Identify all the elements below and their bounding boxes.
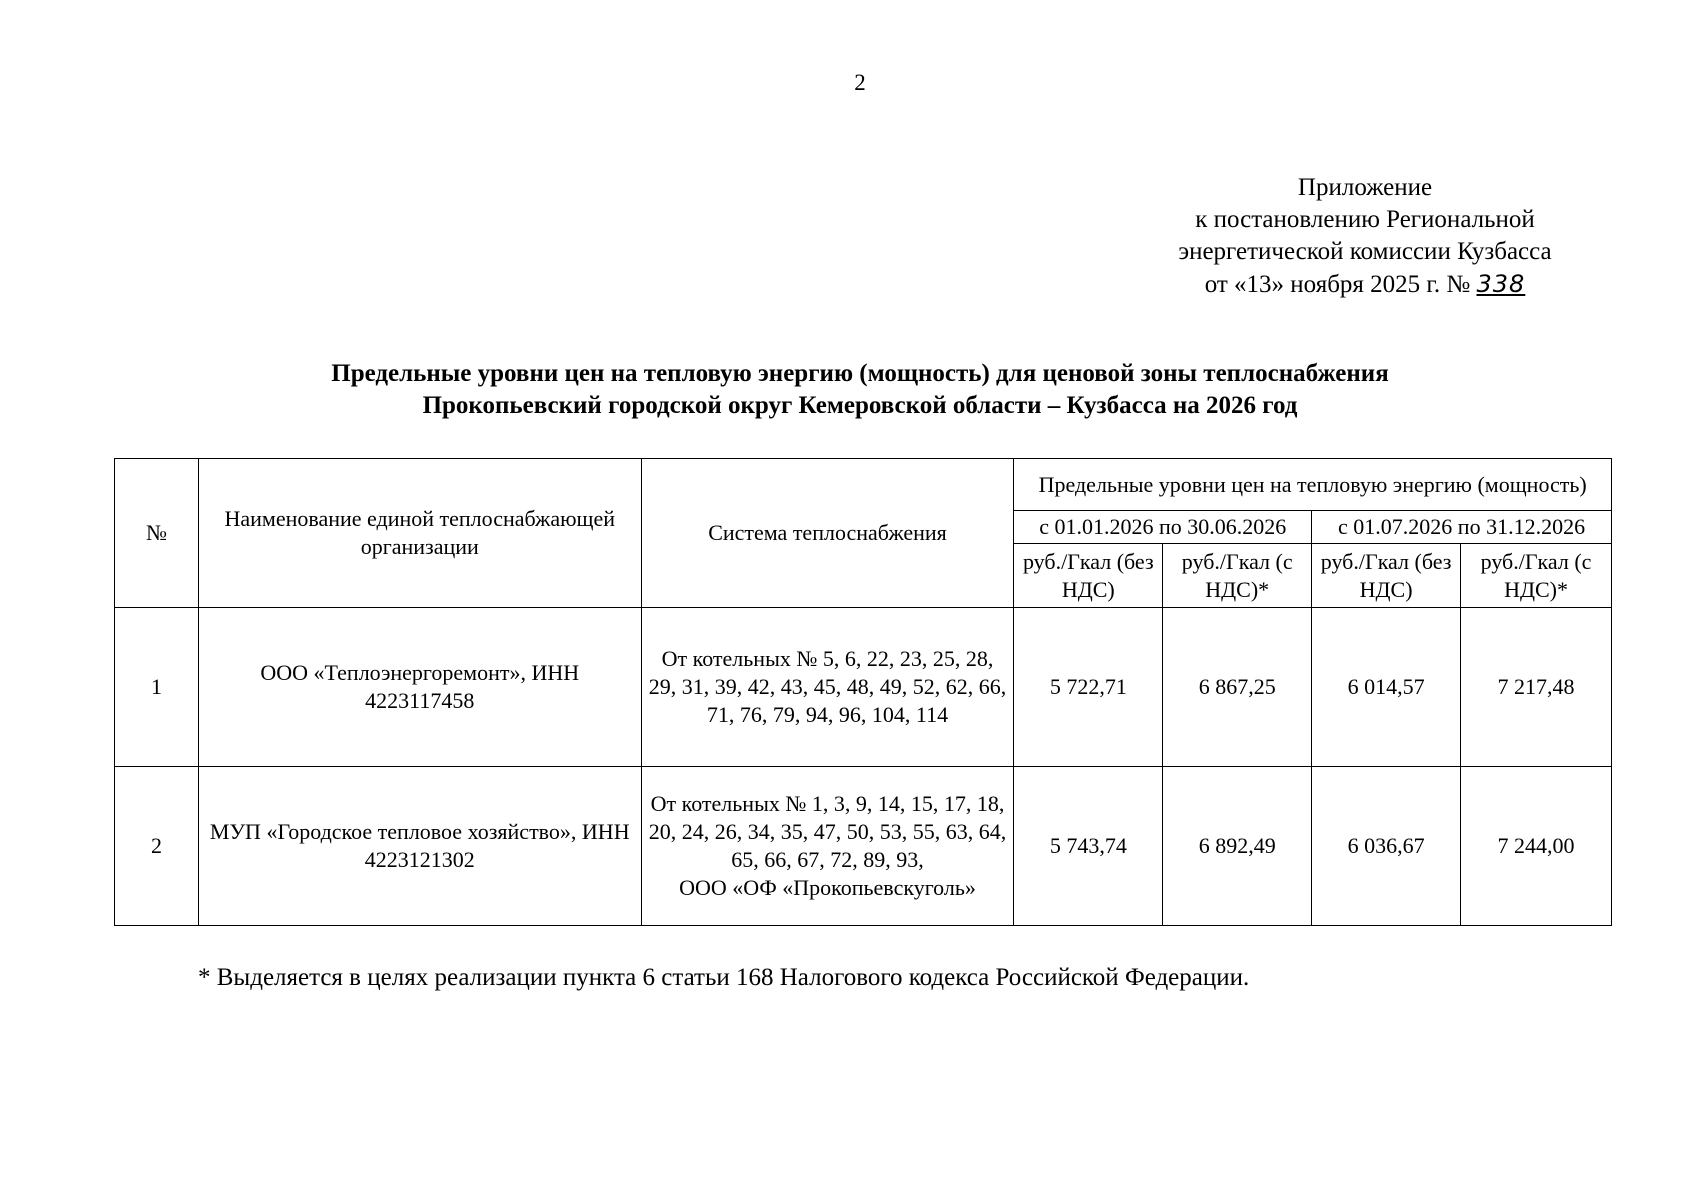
row-org: ООО «Теплоэнергоремонт», ИНН 4223117458 [198, 608, 641, 767]
appendix-line-4 [1150, 268, 1580, 301]
row-system-boilers: От котельных № 1, 3, 9, 14, 15, 17, 18, 20, 24, 26, 34, 35, 47, 50, 53, 55, 63, 64, 65, 66, 67, 72, 89, 93, [648, 791, 1007, 872]
header-unit-p2-no-vat: руб./Гкал (без НДС) [1312, 544, 1461, 608]
appendix-block [1150, 172, 1580, 301]
header-period-2: с 01.07.2026 по 31.12.2026 [1312, 511, 1612, 544]
row-p1-no-vat: 5 722,71 [1014, 608, 1163, 767]
header-unit-p1-vat: руб./Гкал (с НДС)* [1163, 544, 1312, 608]
row-num: 2 [115, 767, 199, 926]
row-p2-vat: 7 244,00 [1461, 767, 1612, 926]
row-p1-no-vat: 5 743,74 [1014, 767, 1163, 926]
appendix-line-2: к постановлению Региональной [1195, 206, 1535, 233]
row-p2-no-vat: 6 014,57 [1312, 608, 1461, 767]
row-num: 1 [115, 608, 199, 767]
appendix-line-3: энергетической комиссии Кузбасса [1178, 238, 1552, 265]
footnote: * Выделяется в целях реализации пункта 6 статьи 168 Налогового кодекса Российской Федерации. [198, 964, 1250, 991]
title-line-2: Прокопьевский городской округ Кемеровской области – Кузбасса на 2026 год [422, 392, 1298, 419]
row-system-extra: ООО «ОФ «Прокопьевскуголь» [679, 875, 976, 900]
header-price-levels: Предельные уровни цен на тепловую энергию (мощность) [1014, 459, 1612, 511]
price-table [114, 458, 1612, 926]
row-system: От котельных № 5, 6, 22, 23, 25, 28, 29, 31, 39, 42, 43, 45, 48, 49, 52, 62, 66, 71, 76, 79, 94, 96, 104, 114 [641, 608, 1014, 767]
title-line-1: Предельные уровни цен на тепловую энергию (мощность) для ценовой зоны теплоснабжения [331, 360, 1389, 387]
document-title [0, 358, 1695, 422]
header-row-1 [115, 459, 1612, 511]
row-p2-vat: 7 217,48 [1461, 608, 1612, 767]
header-period-1: с 01.01.2026 по 30.06.2026 [1014, 511, 1312, 544]
row-p1-vat: 6 892,49 [1163, 767, 1312, 926]
header-system: Система теплоснабжения [641, 459, 1014, 608]
table-row [115, 608, 1612, 767]
appendix-date: от «13» ноября 2025 г. № [1204, 271, 1471, 298]
row-system [641, 767, 1014, 926]
row-p2-no-vat: 6 036,67 [1312, 767, 1461, 926]
header-unit-p2-vat: руб./Гкал (с НДС)* [1461, 544, 1612, 608]
header-num: № [115, 459, 199, 608]
row-p1-vat: 6 867,25 [1163, 608, 1312, 767]
appendix-line-1: Приложение [1297, 174, 1433, 201]
page-number: 2 [854, 70, 866, 95]
header-org: Наименование единой теплоснабжающей организации [198, 459, 641, 608]
header-unit-p1-no-vat: руб./Гкал (без НДС) [1014, 544, 1163, 608]
resolution-number: 338 [1476, 270, 1526, 298]
row-org: МУП «Городское тепловое хозяйство», ИНН 4223121302 [198, 767, 641, 926]
table-row [115, 767, 1612, 926]
